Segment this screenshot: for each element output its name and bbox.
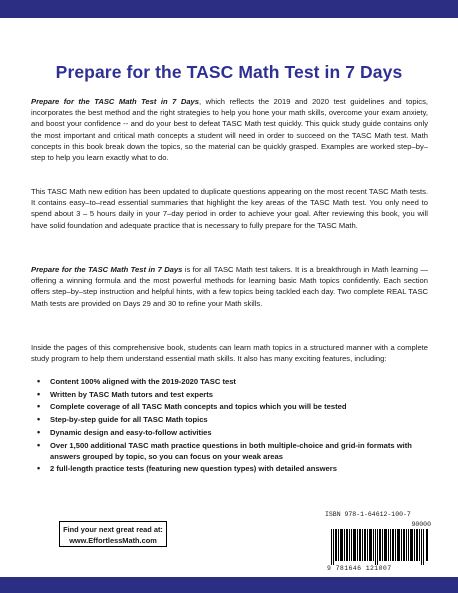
list-item: • Over 1,500 additional TASC math practice questions in both multiple-choice and grid-in formats with answers grouped by topic, so you can focus on your weak areas (34, 440, 424, 462)
features-list (34, 376, 424, 476)
barcode-bars-icon (329, 529, 429, 565)
paragraph-intro-lead: Prepare for the TASC Math Test in 7 Days (31, 97, 200, 106)
bottom-color-band (0, 577, 458, 593)
paragraph-audience-text: is for all TASC Math test takers. It is a breakthrough in Math learning — offering a winning formula and the most powerful methods for learning basic Math topics confidently. Each section offers step–by–step instruction and helpful hints, with a few topics being tackled each day. Two complete REAL TASC Math tests are provided on Days 29 and 30 to refine your Math skills. (31, 265, 428, 308)
isbn-text: ISBN 978-1-64612-100-7 (325, 511, 411, 518)
barcode-digits: 9 781646 121007 (327, 565, 392, 572)
list-item: • Written by TASC Math tutors and test experts (34, 389, 424, 400)
list-item: • Complete coverage of all TASC Math concepts and topics which you will be tested (34, 401, 424, 412)
top-color-band (0, 0, 458, 18)
paragraph-audience-lead: Prepare for the TASC Math Test in 7 Days (31, 265, 183, 274)
paragraph-edition: This TASC Math new edition has been updated to duplicate questions appearing on the most recent TASC Math tests. It contains easy–to–read essential summaries that highlight the key areas of the TASC Math test. You only need to spend about 3 – 5 hours daily in your 7–day period in order to achieve your goal. After reviewing this book, you will have solid foundation and adequate practice that is necessary to fully prepare for the TASC Math. (31, 187, 428, 230)
page-title: Prepare for the TASC Math Test in 7 Days (55, 62, 403, 82)
website-box-label: Find your next great read at: (63, 525, 163, 534)
list-item: • 2 full-length practice tests (featuring new question types) with detailed answers (34, 463, 424, 474)
list-item: • Dynamic design and easy-to-follow activities (34, 427, 424, 438)
paragraph-intro-text: , which reflects the 2019 and 2020 test guidelines and topics, incorporates the best method and the right strategies to help you hone your math skills, overcome your exam anxiety, and boost your confidence -- and do your best to defeat TASC Math test quickly. This quick study guide contains only the most important and critical math concepts a student will need in order to succeed on the TASC Math test. Math concepts in this book break down the topics, so the material can be quickly grasped. Examples are worked step–by–step to help you learn exactly what to do. (31, 97, 428, 163)
barcode (325, 511, 433, 573)
paragraph-features-intro: Inside the pages of this comprehensive book, students can learn math topics in a structured manner with a complete study program to help them understand essential math skills. It also has many exciting features, including: (31, 343, 428, 364)
price-code: 90000 (411, 521, 431, 528)
paragraph-audience (31, 264, 428, 309)
list-item: • Step-by-step guide for all TASC Math topics (34, 414, 424, 425)
paragraph-intro (31, 96, 428, 163)
website-box (59, 521, 167, 547)
list-item: • Content 100% aligned with the 2019-2020 TASC test (34, 376, 424, 387)
website-link[interactable]: www.EffortlessMath.com (69, 536, 157, 545)
